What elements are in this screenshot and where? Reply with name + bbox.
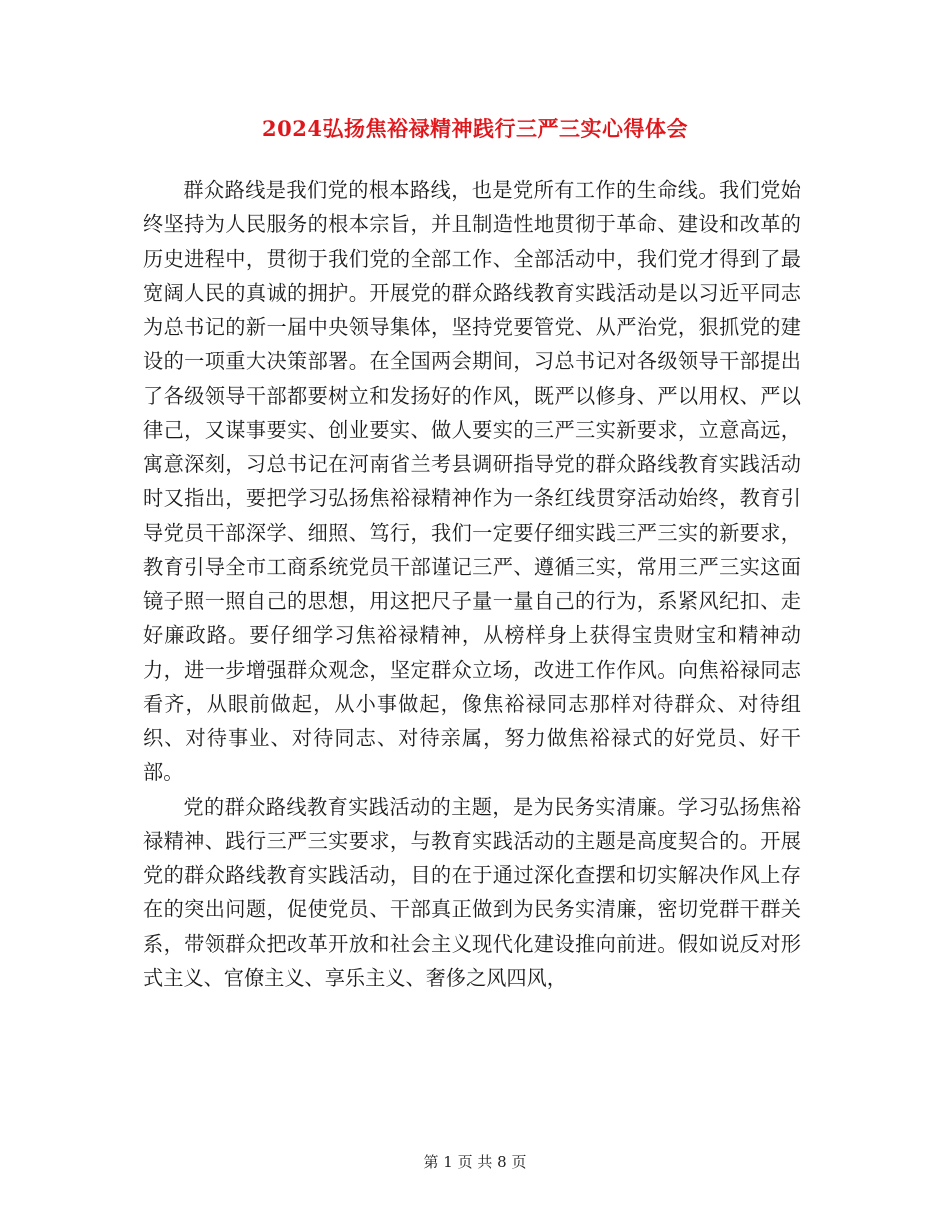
paragraph-1: 群众路线是我们党的根本路线，也是党所有工作的生命线。我们党始终坚持为人民服务的根本宗旨，并且制造性地贯彻于革命、建设和改革的历史进程中，贯彻于我们党的全部工作、全部活动中，我们党才得到了最宽阔人民的真诚的拥护。开展党的群众路线教育实践活动是以习近平同志为总书记的新一届中央领导集体，坚持党要管党、从严治党，狠抓党的建设的一项重大决策部署。在全国两会期间，习总书记对各级领导干部提出了各级领导干部都要树立和发扬好的作风，既严以修身、严以用权、严以律己，又谋事要实、创业要实、做人要实的三严三实新要求，立意高远，寓意深刻，习总书记在河南省兰考县调研指导党的群众路线教育实践活动时又指出，要把学习弘扬焦裕禄精神作为一条红线贯穿活动始终，教育引导党员干部深学、细照、笃行，我们一定要仔细实践三严三实的新要求，教育引导全市工商系统党员干部谨记三严、遵循三实，常用三严三实这面镜子照一照自己的思想，用这把尺子量一量自己的行为，系紧风纪扣、走好廉政路。要仔细学习焦裕禄精神，从榜样身上获得宝贵财宝和精神动力，进一步增强群众观念，坚定群众立场，改进工作作风。向焦裕禄同志看齐，从眼前做起，从小事做起，像焦裕禄同志那样对待群众、对待组织、对待事业、对待同志、对待亲属，努力做焦裕禄式的好党员、好干部。 bbox=[143, 178, 801, 785]
document-body bbox=[143, 173, 801, 995]
document-title: 2024弘扬焦裕禄精神践行三严三实心得体会 bbox=[262, 116, 688, 141]
page-number-footer: 第 1 页 共 8 页 bbox=[423, 1153, 527, 1171]
paragraph-2: 党的群众路线教育实践活动的主题，是为民务实清廉。学习弘扬焦裕禄精神、践行三严三实要求，与教育实践活动的主题是高度契合的。开展党的群众路线教育实践活动，目的在于通过深化查摆和切实解决作风上存在的突出问题，促使党员、干部真正做到为民务实清廉，密切党群干群关系，带领群众把改革开放和社会主义现代化建设推向前进。假如说反对形式主义、官僚主义、享乐主义、奢侈之风四风， bbox=[143, 794, 801, 990]
